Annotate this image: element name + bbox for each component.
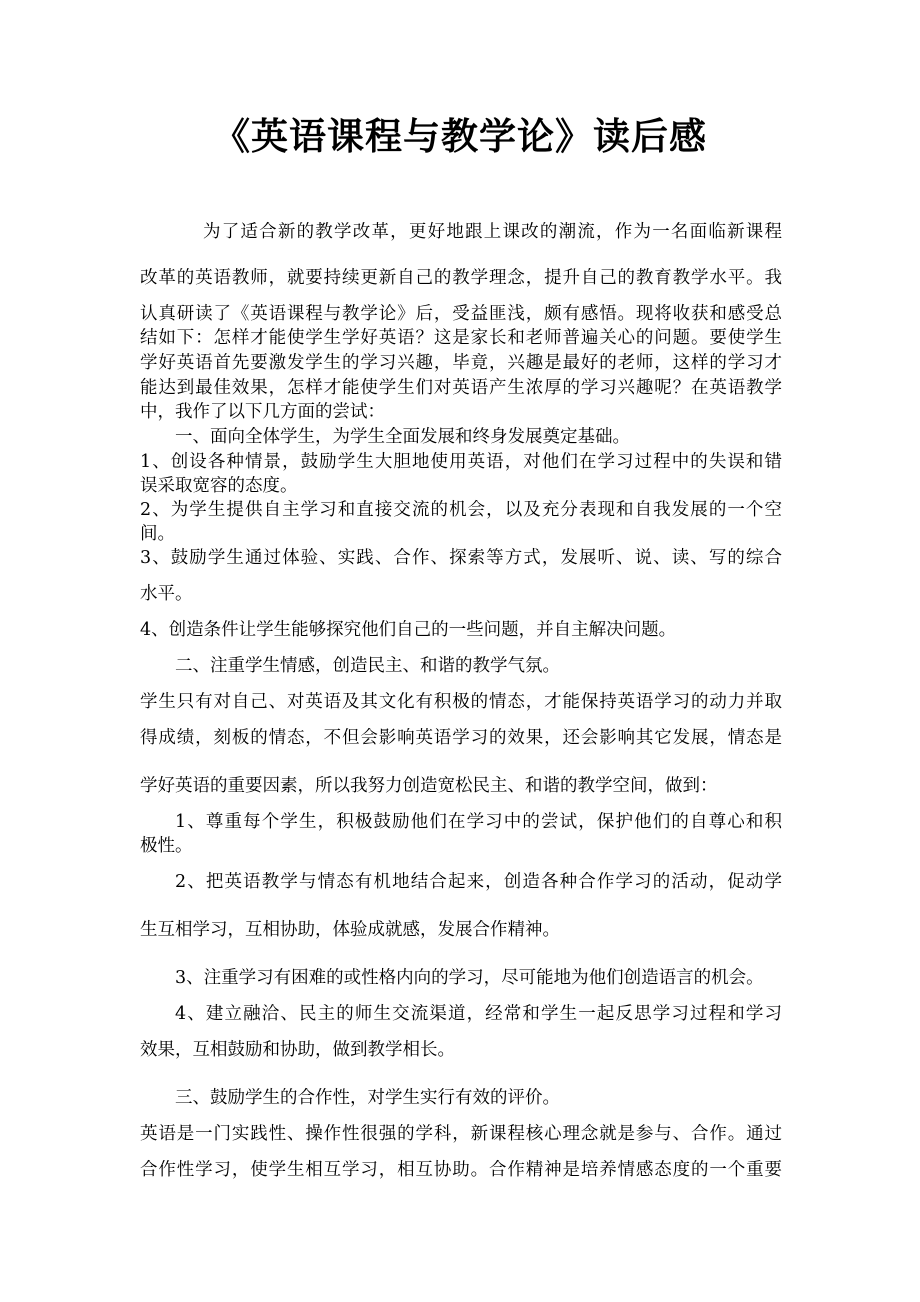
section-heading: 一、面向全体学生，为学生全面发展和终身发展奠定基础。	[175, 427, 630, 447]
list-item-line: 误采取宽容的态度。	[140, 476, 298, 496]
list-item-line: 间。	[140, 524, 175, 544]
paragraph-line: 合作性学习，使学生相互学习，相互协助。合作精神是培养情感态度的一个重要	[140, 1160, 782, 1180]
list-item-line: 4、建立融洽、民主的师生交流渠道，经常和学生一起反思学习过程和学习	[175, 1004, 782, 1024]
paragraph-line: 结如下：怎样才能使学生学好英语？这是家长和老师普遍关心的问题。要使学生	[140, 328, 782, 348]
paragraph-line: 认真研读了《英语课程与教学论》后，受益匪浅，颇有感悟。现将收获和感受总	[140, 304, 782, 324]
section-heading: 二、注重学生情感，创造民主、和谐的教学气氛。	[175, 656, 560, 676]
section-heading: 三、鼓励学生的合作性，对学生实行有效的评价。	[175, 1088, 560, 1108]
paragraph-line: 能达到最佳效果，怎样才能使学生们对英语产生浓厚的学习兴趣呢？在英语教学	[140, 378, 782, 398]
list-item-line: 3、鼓励学生通过体验、实践、合作、探索等方式，发展听、说、读、写的综合	[140, 548, 782, 568]
list-item-line: 生互相学习，互相协助，体验成就感，发展合作精神。	[140, 920, 560, 940]
list-item-line: 3、注重学习有困难的或性格内向的学习，尽可能地为他们创造语言的机会。	[175, 968, 764, 988]
list-item-line: 2、把英语教学与情态有机地结合起来，创造各种合作学习的活动，促动学	[175, 872, 782, 892]
paragraph-line: 学好英语的重要因素，所以我努力创造宽松民主、和谐的教学空间，做到：	[140, 776, 718, 796]
paragraph-line: 英语是一门实践性、操作性很强的学科，新课程核心理念就是参与、合作。通过	[140, 1124, 782, 1144]
paragraph-line: 学生只有对自己、对英语及其文化有积极的情态，才能保持英语学习的动力并取	[140, 692, 782, 712]
list-item-line: 水平。	[140, 584, 193, 604]
list-item-line: 1、创设各种情景，鼓励学生大胆地使用英语，对他们在学习过程中的失误和错	[140, 452, 782, 472]
paragraph-line: 为了适合新的教学改革，更好地跟上课改的潮流，作为一名面临新课程	[203, 222, 782, 242]
list-item-line: 4、创造条件让学生能够探究他们自己的一些问题，并自主解决问题。	[140, 620, 677, 640]
paragraph-line: 得成绩，刻板的情态，不但会影响英语学习的效果，还会影响其它发展，情态是	[140, 728, 782, 748]
paragraph-line: 学好英语首先要激发学生的学习兴趣，毕竟，兴趣是最好的老师，这样的学习才	[140, 353, 782, 373]
paragraph-line: 改革的英语教师，就要持续更新自己的教学理念，提升自己的教育教学水平。我	[140, 268, 782, 288]
list-item-line: 极性。	[140, 836, 193, 856]
document-title: 《英语课程与教学论》读后感	[213, 115, 707, 158]
list-item-line: 效果，互相鼓励和协助，做到教学相长。	[140, 1040, 455, 1060]
list-item-line: 2、为学生提供自主学习和直接交流的机会，以及充分表现和自我发展的一个空	[140, 500, 782, 520]
paragraph-line: 中，我作了以下几方面的尝试：	[140, 402, 385, 422]
list-item-line: 1、尊重每个学生，积极鼓励他们在学习中的尝试，保护他们的自尊心和积	[175, 812, 782, 832]
